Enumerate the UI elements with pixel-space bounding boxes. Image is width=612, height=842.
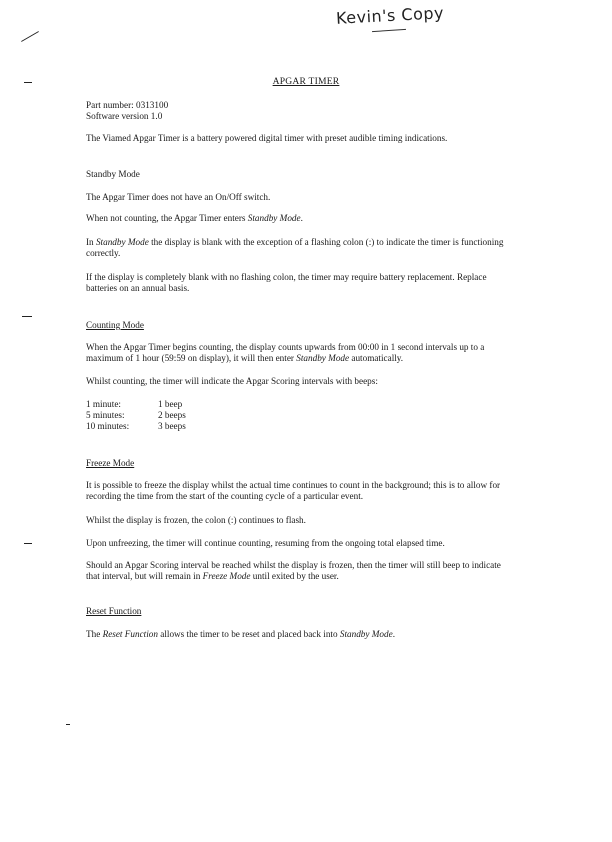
standby-p3-text: In [86,237,96,247]
handwritten-note: Kevin's Copy [335,3,445,28]
freeze-p4-text: Should an Apgar Scoring interval be reached whilst the display is frozen, then the timer will still beep to indicate that interval, but will remain in [86,560,501,581]
beep-count: 3 beeps [158,421,186,431]
beep-count: 1 beep [158,399,183,409]
standby-p3-end: the display is blank with the exception of a flashing colon (:) to indicate the timer is functioning correctly. [86,237,504,258]
freeze-paragraph-2: Whilst the display is frozen, the colon (:) continues to flash. [86,515,306,525]
beep-row [86,421,286,432]
standby-heading: Standby Mode [86,169,140,179]
scan-mark [66,724,70,725]
beep-row [86,410,286,421]
standby-p2-emphasis: Standby Mode [247,213,301,223]
scan-mark [22,316,32,317]
counting-heading: Counting Mode [86,320,144,330]
beep-interval: 1 minute: [86,399,121,409]
beep-row [86,399,286,410]
reset-p1-emphasis: Reset Function [102,629,158,639]
beep-interval: 5 minutes: [86,410,125,420]
intro-paragraph: The Viamed Apgar Timer is a battery powered digital timer with preset audible timing indications. [86,133,448,143]
freeze-heading: Freeze Mode [86,458,135,468]
reset-paragraph [86,629,506,640]
reset-p1-text: The [86,629,103,639]
reset-heading: Reset Function [86,606,142,616]
scan-mark [24,543,32,544]
scan-mark [21,31,39,42]
standby-paragraph-4: If the display is completely blank with no flashing colon, the timer may require battery replacement. Replace batteries on an annual basis. [86,272,487,293]
software-version: Software version 1.0 [86,111,163,121]
freeze-p4-emphasis: Freeze Mode [202,571,251,581]
beep-interval: 10 minutes: [86,421,130,431]
standby-p2-end: . [300,213,303,223]
counting-p1-end: automatically. [349,353,404,363]
standby-paragraph-3 [86,237,506,259]
standby-paragraph-2 [86,213,506,224]
part-number: Part number: 0313100 [86,100,169,110]
freeze-paragraph-3: Upon unfreezing, the timer will continue counting, resuming from the ongoing total elapsed time. [86,538,445,548]
freeze-paragraph-4 [86,560,516,582]
document-title: APGAR TIMER [272,76,340,87]
counting-paragraph-1 [86,342,506,364]
freeze-paragraph-1: It is possible to freeze the display whilst the actual time continues to count in the background; this is to allow for recording the time from the start of the counting cycle of a particular event. [86,480,501,501]
beep-count: 2 beeps [158,410,186,420]
handwritten-underline [372,29,406,32]
standby-paragraph-1: The Apgar Timer does not have an On/Off switch. [86,192,271,202]
counting-p1-emphasis: Standby Mode [296,353,350,363]
reset-p1-end: . [392,629,395,639]
counting-paragraph-2: Whilst counting, the timer will indicate the Apgar Scoring intervals with beeps: [86,376,378,386]
standby-p2-text: When not counting, the Apgar Timer enters [86,213,248,223]
freeze-p4-end: until exited by the user. [250,571,339,581]
counting-p1-text: When the Apgar Timer begins counting, the display counts upwards from 00:00 in 1 second intervals up to a maximum of 1 hour (59:59 on display), it will then enter [86,342,485,363]
reset-p1-emphasis-2: Standby Mode [339,629,393,639]
reset-p1-middle: allows the timer to be reset and placed back into [157,629,340,639]
standby-p3-emphasis: Standby Mode [95,237,149,247]
